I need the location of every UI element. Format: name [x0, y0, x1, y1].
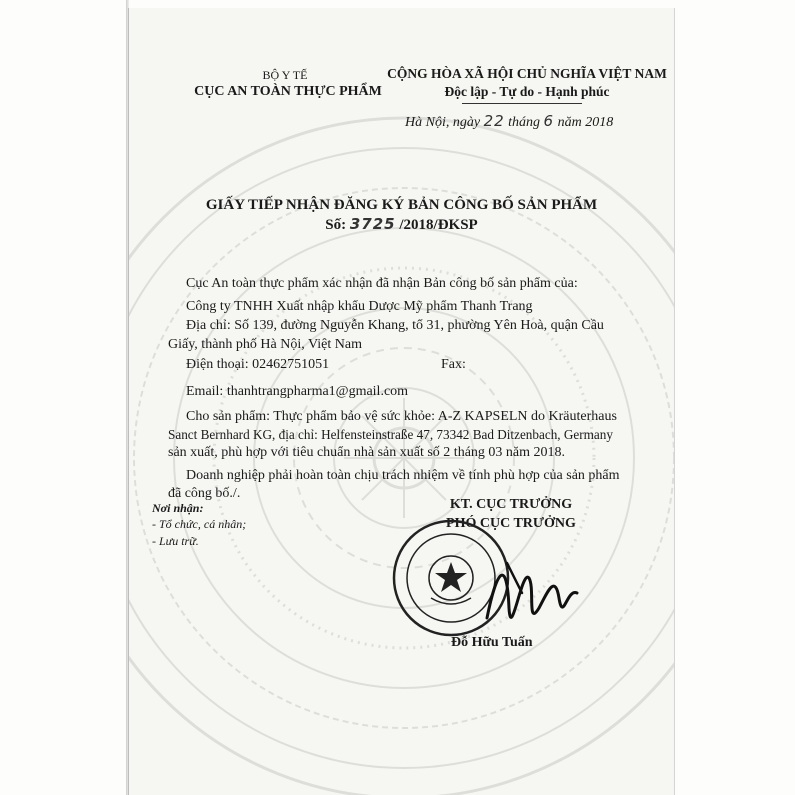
- product-line-2: Sanct Bernhard KG, địa chỉ: Helfensteinstraße 47, 73342 Bad Ditzenbach, Germany: [168, 427, 613, 442]
- document-number: [129, 215, 674, 234]
- document-page: [128, 8, 675, 795]
- responsibility-line-1: Doanh nghiệp phải hoàn toàn chịu trách nhiệm về tính phù hợp của sản phẩm: [186, 468, 620, 483]
- signer-title-1: KT. CỤC TRƯỞNG: [449, 497, 573, 512]
- recipient-item: - Lưu trữ.: [152, 534, 199, 548]
- date-prefix: Hà Nội, ngày: [405, 115, 481, 130]
- number-prefix: Số:: [325, 217, 347, 233]
- email-text: Email: thanhtrangpharma1@gmail.com: [186, 384, 409, 399]
- place-date: [405, 112, 613, 131]
- national-motto: Độc lập - Tự do - Hạnh phúc: [444, 84, 610, 99]
- intro-text: Cục An toàn thực phẩm xác nhận đã nhận Bản công bố sản phẩm của:: [186, 276, 578, 291]
- recipients-label: Nơi nhận:: [152, 501, 204, 515]
- signer-name: Đỗ Hữu Tuấn: [451, 635, 533, 650]
- document-title: GIẤY TIẾP NHẬN ĐĂNG KÝ BẢN CÔNG BỐ SẢN PHẨM: [205, 197, 598, 213]
- address-line-2: Giấy, thành phố Hà Nội, Việt Nam: [168, 337, 362, 352]
- date-month-label: tháng: [508, 115, 541, 130]
- responsibility-line-2: đã công bố./.: [168, 486, 241, 501]
- department-name: CỤC AN TOÀN THỰC PHẨM: [194, 84, 382, 99]
- company-name: Công ty TNHH Xuất nhập khẩu Dược Mỹ phẩm Thanh Trang: [186, 299, 533, 314]
- signer-title-2: PHÓ CỤC TRƯỞNG: [446, 516, 576, 531]
- motto-underline: [462, 103, 582, 104]
- fax-text: Fax:: [441, 357, 466, 372]
- address-line-1: Địa chỉ: Số 139, đường Nguyễn Khang, tổ 31, phường Yên Hoà, quận Cầu: [186, 318, 604, 333]
- number-suffix: /2018/ĐKSP: [399, 217, 478, 233]
- handwritten-signature: [477, 548, 587, 648]
- number-handwritten: 3725: [349, 215, 396, 233]
- recipient-item: - Tổ chức, cá nhân;: [152, 517, 247, 531]
- date-year-label: năm 2018: [557, 115, 614, 130]
- product-line-1: Cho sản phẩm: Thực phẩm bảo vệ sức khỏe: A-Z KAPSELN do Kräuterhaus: [186, 409, 617, 424]
- ministry-name: BỘ Y TẾ: [262, 68, 308, 82]
- nation-name: CỘNG HÒA XÃ HỘI CHỦ NGHĨA VIỆT NAM: [387, 66, 667, 81]
- date-day: 22: [483, 112, 505, 130]
- phone-text: Điện thoại: 02462751051: [186, 357, 330, 372]
- product-line-3: sản xuất, phù hợp với tiêu chuẩn nhà sản xuất số 2 tháng 03 năm 2018.: [168, 445, 566, 460]
- date-month: 6: [543, 112, 555, 130]
